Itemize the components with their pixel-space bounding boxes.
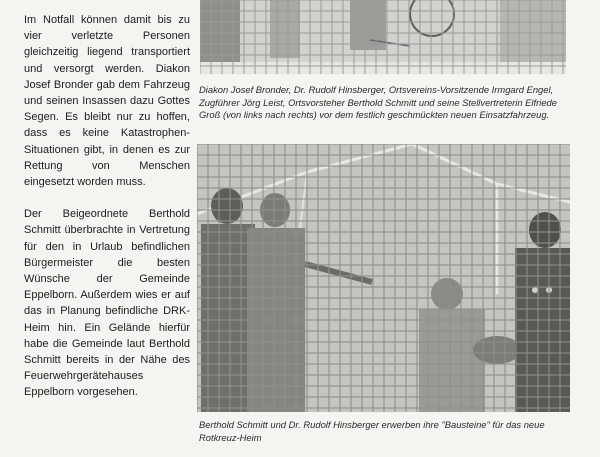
- photo-building-blocks-image: [197, 144, 570, 412]
- article-paragraph-2: Der Beigeordnete Berthold Schmitt überbrachte in Vertretung für den in Urlaub befindlichen Bürgermeister die besten Wünsche der Gemeinde Eppelborn. Außerdem wies er auf das in Planung befindliche DRK-Heim hin. Ein Gelände hierfür habe die Gemeinde laut Berthold Schmitt bereits in der Nähe des Feuerwehrgerätehauses Eppelborn vorgesehen.: [24, 208, 190, 399]
- photo-building-blocks: [197, 144, 570, 412]
- photo-caption-bottom: Berthold Schmitt und Dr. Rudolf Hinsberger erwerben ihre "Bausteine" für das neue Rotkreuz-Heim: [199, 419, 545, 443]
- photo-caption-top: Diakon Josef Bronder, Dr. Rudolf Hinsberger, Ortsvereins-Vorsitzende Irmgard Engel, Zugführer Jörg Leist, Ortsvorsteher Berthold Schmitt und seine Stellvertreterin Elfriede Groß (von links nach rechts) vor dem festlich geschmückten neuen Einsatzfahrzeug.: [199, 84, 557, 120]
- photo-vehicle-dedication-image: [200, 0, 566, 74]
- photo-vehicle-dedication: [200, 0, 566, 74]
- article-paragraph-1: Im Notfall können damit bis zu vier verletzte Personen gleichzeitig liegend transportiert und versorgt werden. Diakon Josef Bronder gab dem Fahrzeug und seinen Insassen dazu Gottes Segen. Es bleibt nur zu hoffen, dass es keine Katastrophen-Situationen gibt, in denen es zur Rettung von Menschen eingesetzt worden muss.: [24, 14, 190, 189]
- article-text-column: [24, 12, 190, 401]
